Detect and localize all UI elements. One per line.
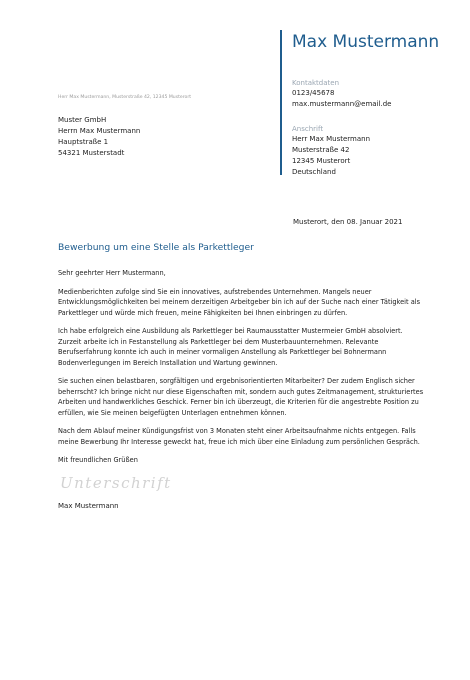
signature-image: Unterschrift bbox=[60, 474, 172, 492]
recipient-address bbox=[58, 115, 140, 159]
address-heading: Anschrift bbox=[292, 125, 324, 133]
applicant-name: Max Mustermann bbox=[292, 32, 440, 52]
salutation: Sehr geehrter Herr Mustermann, bbox=[58, 269, 166, 277]
body-paragraph: Medienberichten zufolge sind Sie ein innovatives, aufstrebendes Unternehmen. Mangels neuer Entwicklungsmöglichkeiten bei meinem derzeitigen Arbeitgeber bin ich auf der Suche nach einer Tätigkeit als Parkettleger und würde mich freuen, meine Fähigkeiten bei Ihnen einbringen zu dürfen. bbox=[58, 287, 421, 317]
recipient-line: 54321 Musterstadt bbox=[58, 149, 125, 157]
body-paragraph: Nach dem Ablauf meiner Kündigungsfrist von 3 Monaten steht einer Arbeitsaufnahme nichts entgegen. Falls meine Bewerbung Ihr Interesse geweckt hat, freue ich mich über eine Einladung zum persönlichen Gespräch. bbox=[58, 427, 420, 446]
recipient-line: Hauptstraße 1 bbox=[58, 138, 109, 146]
letter-body bbox=[58, 268, 428, 474]
sender-return-line: Herr Max Mustermann, Musterstraße 42, 12345 Musterort bbox=[58, 95, 192, 100]
header-accent-bar bbox=[280, 30, 282, 175]
contact-heading: Kontaktdaten bbox=[292, 79, 340, 87]
address-line: Musterstraße 42 bbox=[292, 146, 350, 154]
body-paragraph: Sie suchen einen belastbaren, sorgfältigen und ergebnisorientierten Mitarbeiter? Der zudem Englisch sicher beherrscht? Ich bringe nicht nur diese Eigenschaften mit, sondern auch gutes Zeitmanagement, strukturiertes Arbeiten und handwerkliches Geschick. Ferner bin ich überzeugt, die Kriterien für die angestrebte Position zu erfüllen, wie Sie meinen beigefügten Unterlagen entnehmen können. bbox=[58, 377, 424, 417]
letter-subject: Bewerbung um eine Stelle als Parkettleger bbox=[58, 242, 254, 253]
address-line: Deutschland bbox=[292, 168, 336, 176]
contact-email: max.mustermann@email.de bbox=[292, 100, 392, 108]
contact-phone: 0123/45678 bbox=[292, 89, 335, 97]
signer-name: Max Mustermann bbox=[58, 502, 119, 510]
recipient-line: Muster GmbH bbox=[58, 116, 107, 124]
body-paragraph: Ich habe erfolgreich eine Ausbildung als Parkettleger bei Raumausstatter Mustermeier GmbH absolviert. Zurzeit arbeite ich in Festanstellung als Parkettleger bei dem Musterbauunternehmen. Relevante Berufserfahrung konnte ich auch in meiner vormaligen Anstellung als Parkettleger bei Bohnermann Bodenverlegungen im Bereich Installation und Wartung gewinnen. bbox=[58, 327, 403, 367]
closing: Mit freundlichen Grüßen bbox=[58, 456, 138, 464]
address-line: 12345 Musterort bbox=[292, 157, 351, 165]
address-line: Herr Max Mustermann bbox=[292, 135, 371, 143]
recipient-line: Herrn Max Mustermann bbox=[58, 127, 141, 135]
letter-date: Musterort, den 08. Januar 2021 bbox=[293, 218, 403, 226]
